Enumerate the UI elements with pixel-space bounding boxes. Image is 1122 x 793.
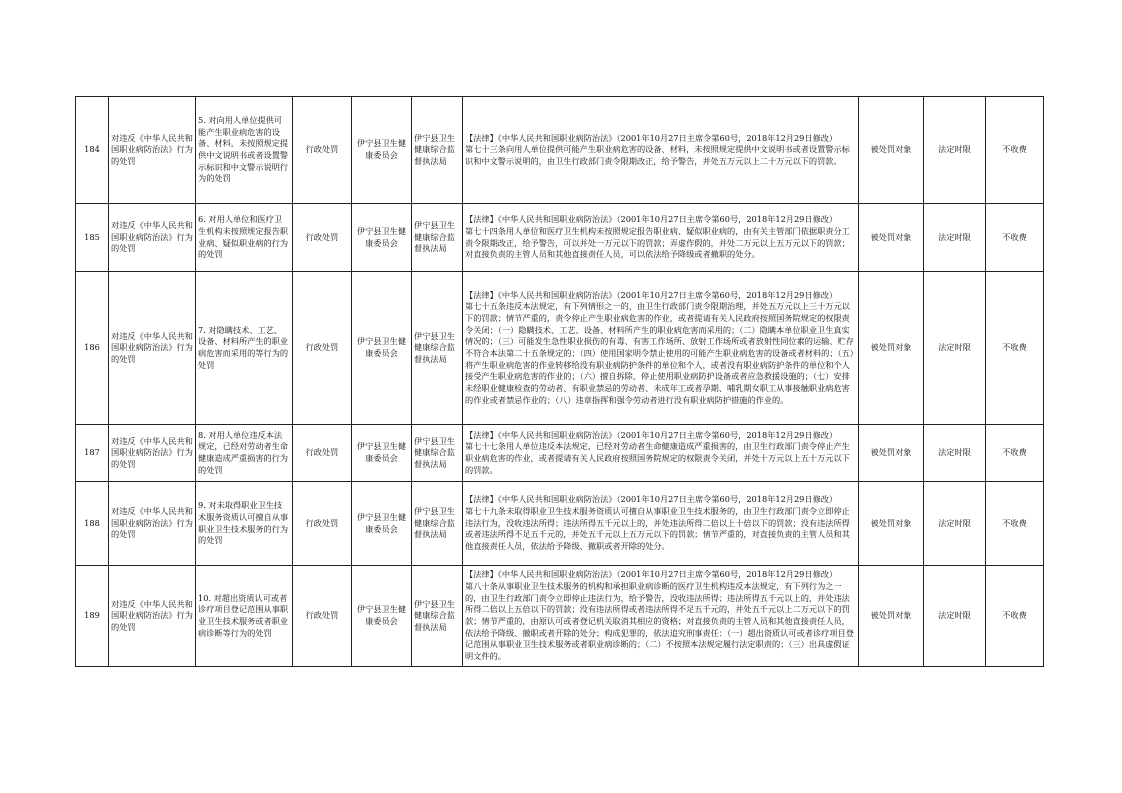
legal-basis — [463, 425, 859, 482]
row-index: 185 — [76, 204, 109, 272]
legal-basis-text: 【法律】《中华人民共和国职业病防治法》（2001年10月27日主席令第60号，2018年12月29日修改） 第七十九条未取得职业卫生技术服务资质认可擅自从事职业卫生技术服务的，由卫生行政部门责令立即停止违法行为，没收违法所得；违法所得五千元以上的，并处违法所得二倍以上十倍以下的罚款；没有违法所得或者违法所得不足五千元的，并处五千元以上五万元以下的罚款；情节严重的，对直接负责的主管人员和其他直接责任人员，依法给予降级、撤职或者开除的处分。 — [465, 494, 850, 551]
item-name: 对违反《中华人民共和国职业病防治法》行为的处罚 — [109, 425, 196, 482]
target-object: 被处罚对象 — [859, 97, 924, 204]
time-limit: 法定时限 — [924, 566, 986, 667]
responsible-subject: 伊宁县卫生健康委员会 — [352, 482, 412, 566]
target-object: 被处罚对象 — [859, 482, 924, 566]
row-index: 186 — [76, 272, 109, 425]
power-type: 行政处罚 — [293, 566, 352, 667]
table-row — [76, 272, 1044, 425]
sub-item-name: 7. 对隐瞒技术、工艺、设备、材料所产生的职业病危害而采用的等行为的处罚 — [196, 272, 293, 425]
time-limit: 法定时限 — [924, 204, 986, 272]
sub-item-name: 8. 对用人单位违反本法规定，已经对劳动者生命健康造成严重损害的行为的处罚 — [196, 425, 293, 482]
fee-status: 不收费 — [986, 272, 1044, 425]
legal-basis — [463, 482, 859, 566]
power-type: 行政处罚 — [293, 204, 352, 272]
table-row — [76, 97, 1044, 204]
table-row — [76, 204, 1044, 272]
item-name: 对违反《中华人民共和国职业病防治法》行为的处罚 — [109, 566, 196, 667]
item-name: 对违反《中华人民共和国职业病防治法》行为的处罚 — [109, 482, 196, 566]
target-object: 被处罚对象 — [859, 425, 924, 482]
item-name: 对违反《中华人民共和国职业病防治法》行为的处罚 — [109, 97, 196, 204]
responsible-subject: 伊宁县卫生健康委员会 — [352, 425, 412, 482]
fee-status: 不收费 — [986, 425, 1044, 482]
time-limit: 法定时限 — [924, 482, 986, 566]
time-limit: 法定时限 — [924, 97, 986, 204]
executing-department: 伊宁县卫生健康综合监督执法局 — [412, 482, 463, 566]
power-type: 行政处罚 — [293, 97, 352, 204]
executing-department: 伊宁县卫生健康综合监督执法局 — [412, 204, 463, 272]
target-object: 被处罚对象 — [859, 272, 924, 425]
legal-basis-text: 【法律】《中华人民共和国职业病防治法》（2001年10月27日主席令第60号，2018年12月29日修改） 第八十条从事职业卫生技术服务的机构和承担职业病诊断的医疗卫生机构违反本法规定，有下列行为之一的，由卫生行政部门责令立即停止违法行为，给予警告，没收违法所得；违法所得五千元以上的，并处违法所得二倍以上五倍以下的罚款；没有违法所得或者违法所得不足五千元的，并处五千元以上二万元以下的罚款；情节严重的，由原认可或者登记机关取消其相应的资格；对直接负责的主管人员和其他直接责任人员，依法给予降级、撤职或者开除的处分；构成犯罪的，依法追究刑事责任：（一）超出资质认可或者诊疗项目登记范围从事职业卫生技术服务或者职业病诊断的；（二）不按照本法规定履行法定职责的；（三）出具虚假证明文件的。 — [465, 569, 854, 661]
fee-status: 不收费 — [986, 482, 1044, 566]
row-index: 188 — [76, 482, 109, 566]
responsible-subject: 伊宁县卫生健康委员会 — [352, 97, 412, 204]
table-row — [76, 482, 1044, 566]
sub-item-name: 10. 对超出资质认可或者诊疗项目登记范围从事职业卫生技术服务或者职业病诊断等行为的处罚 — [196, 566, 293, 667]
item-name: 对违反《中华人民共和国职业病防治法》行为的处罚 — [109, 204, 196, 272]
legal-basis — [463, 272, 859, 425]
responsible-subject: 伊宁县卫生健康委员会 — [352, 566, 412, 667]
legal-basis — [463, 97, 859, 204]
penalty-table — [75, 96, 1044, 667]
row-index: 184 — [76, 97, 109, 204]
power-type: 行政处罚 — [293, 482, 352, 566]
legal-basis-text: 【法律】《中华人民共和国职业病防治法》（2001年10月27日主席令第60号，2018年12月29日修改） 第七十四条用人单位和医疗卫生机构未按照规定报告职业病、疑似职业病的，由有关主管部门依据职责分工责令限期改正，给予警告，可以并处一万元以下的罚款；弄虚作假的，并处二万元以上五万元以下的罚款；对直接负责的主管人员和其他直接责任人员，可以依法给予降级或者撤职的处分。 — [465, 214, 850, 260]
fee-status: 不收费 — [986, 566, 1044, 667]
sub-item-name: 9. 对未取得职业卫生技术服务资质认可擅自从事职业卫生技术服务的行为的处罚 — [196, 482, 293, 566]
legal-basis-text: 【法律】《中华人民共和国职业病防治法》（2001年10月27日主席令第60号，2018年12月29日修改） 第七十七条用人单位违反本法规定，已经对劳动者生命健康造成严重损害的，由卫生行政部门责令停止产生职业病危害的作业，或者提请有关人民政府按照国务院规定的权限责令关闭，并处十万元以上五十万元以下的罚款。 — [465, 429, 850, 475]
legal-basis — [463, 566, 859, 667]
fee-status: 不收费 — [986, 97, 1044, 204]
sub-item-name: 5. 对向用人单位提供可能产生职业病危害的设备、材料，未按照规定提供中文说明书或者设置警示标识和中文警示说明行为的处罚 — [196, 97, 293, 204]
row-index: 189 — [76, 566, 109, 667]
time-limit: 法定时限 — [924, 272, 986, 425]
table-row — [76, 425, 1044, 482]
power-type: 行政处罚 — [293, 425, 352, 482]
legal-basis-text: 【法律】《中华人民共和国职业病防治法》（2001年10月27日主席令第60号，2018年12月29日修改） 第七十五条违反本法规定，有下列情形之一的，由卫生行政部门责令限期治理，并处五万元以上三十万元以下的罚款；情节严重的，责令停止产生职业病危害的作业，或者提请有关人民政府按照国务院规定的权限责令关闭：（一）隐瞒技术、工艺、设备、材料所产生的职业病危害而采用的；（二）隐瞒本单位职业卫生真实情况的；（三）可能发生急性职业损伤的有毒、有害工作场所、放射工作场所或者放射性同位素的运输、贮存不符合本法第二十五条规定的；（四）使用国家明令禁止使用的可能产生职业病危害的设备或者材料的；（五）将产生职业病危害的作业转移给没有职业病防护条件的单位和个人，或者没有职业病防护条件的单位和个人接受产生职业病危害的作业的；（六）擅自拆除、停止使用职业病防护设备或者应急救援设施的；（七）安排未经职业健康检查的劳动者、有职业禁忌的劳动者、未成年工或者孕期、哺乳期女职工从事接触职业病危害的作业或者禁忌作业的；（八）违章指挥和强令劳动者进行没有职业病防护措施的作业的。 — [465, 289, 854, 405]
legal-basis-text: 【法律】《中华人民共和国职业病防治法》（2001年10月27日主席令第60号，2018年12月29日修改） 第七十三条向用人单位提供可能产生职业病危害的设备、材料，未按照规定提供中文说明书或者设置警示标识和中文警示说明的，由卫生行政部门责令限期改正，给予警告，并处五万元以上二十万元以下的罚款。 — [465, 132, 850, 166]
executing-department: 伊宁县卫生健康综合监督执法局 — [412, 566, 463, 667]
sub-item-name: 6. 对用人单位和医疗卫生机构未按照规定报告职业病、疑似职业病的行为的处罚 — [196, 204, 293, 272]
time-limit: 法定时限 — [924, 425, 986, 482]
row-index: 187 — [76, 425, 109, 482]
target-object: 被处罚对象 — [859, 566, 924, 667]
item-name: 对违反《中华人民共和国职业病防治法》行为的处罚 — [109, 272, 196, 425]
responsible-subject: 伊宁县卫生健康委员会 — [352, 272, 412, 425]
responsible-subject: 伊宁县卫生健康委员会 — [352, 204, 412, 272]
executing-department: 伊宁县卫生健康综合监督执法局 — [412, 97, 463, 204]
executing-department: 伊宁县卫生健康综合监督执法局 — [412, 425, 463, 482]
target-object: 被处罚对象 — [859, 204, 924, 272]
fee-status: 不收费 — [986, 204, 1044, 272]
power-type: 行政处罚 — [293, 272, 352, 425]
executing-department: 伊宁县卫生健康综合监督执法局 — [412, 272, 463, 425]
table-row — [76, 566, 1044, 667]
legal-basis — [463, 204, 859, 272]
